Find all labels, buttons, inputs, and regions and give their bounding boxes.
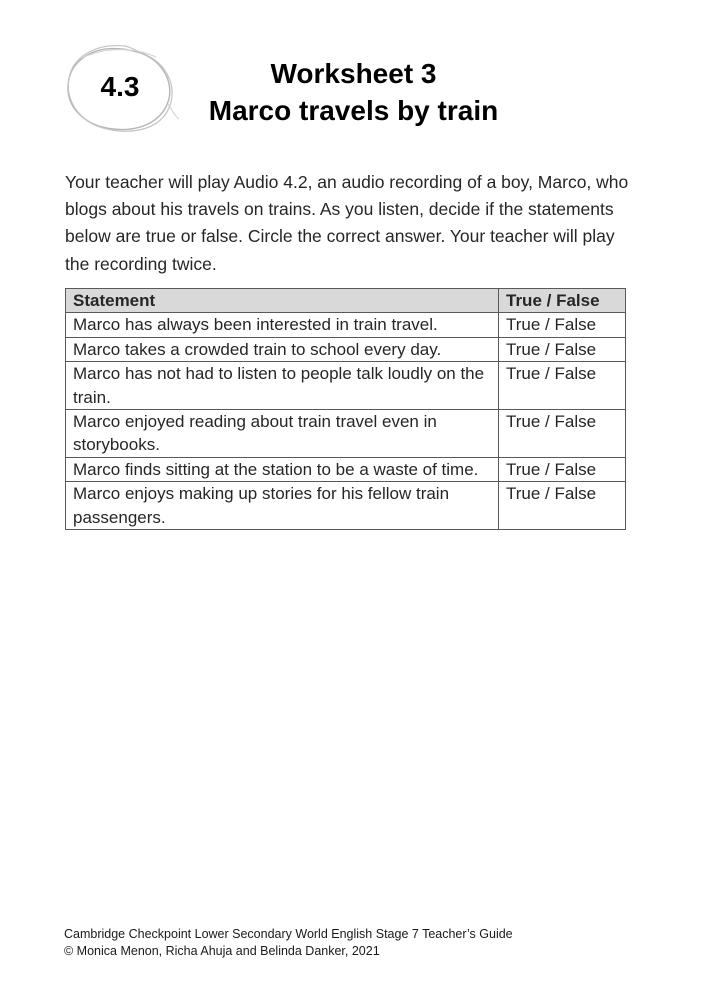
table-row: [66, 313, 626, 337]
answer-cell: True / False: [499, 410, 626, 458]
answer-cell: True / False: [499, 457, 626, 481]
page-footer: [64, 926, 513, 960]
answer-cell: True / False: [499, 313, 626, 337]
answer-cell: True / False: [499, 362, 626, 410]
statement-cell: Marco enjoyed reading about train travel even in storybooks.: [66, 410, 499, 458]
table-row: [66, 362, 626, 410]
table-row: [66, 457, 626, 481]
statement-cell: Marco finds sitting at the station to be a waste of time.: [66, 457, 499, 481]
table-header-row: [66, 289, 626, 313]
instruction-line: below are true or false. Circle the correct answer. Your teacher will play: [65, 226, 615, 247]
table-row: [66, 482, 626, 530]
statements-table: [65, 288, 626, 530]
table-row: [66, 337, 626, 361]
footer-copyright: © Monica Menon, Richa Ahuja and Belinda Danker, 2021: [64, 944, 380, 958]
footer-guide-title: Cambridge Checkpoint Lower Secondary World English Stage 7 Teacher’s Guide: [64, 927, 513, 941]
statement-cell: Marco takes a crowded train to school every day.: [66, 337, 499, 361]
instruction-line: blogs about his travels on trains. As you listen, decide if the statements: [65, 199, 614, 220]
instruction-line: Your teacher will play Audio 4.2, an audio recording of a boy, Marco, who: [65, 172, 629, 192]
statement-cell: Marco has not had to listen to people talk loudly on the train.: [66, 362, 499, 410]
statement-column-header: Statement: [66, 289, 499, 313]
badge-number: 4.3: [100, 71, 140, 102]
statement-cell: Marco has always been interested in train travel.: [66, 313, 499, 337]
answer-cell: True / False: [499, 482, 626, 530]
worksheet-title: [0, 55, 707, 129]
answer-cell: True / False: [499, 337, 626, 361]
table-row: [66, 410, 626, 458]
statement-cell: Marco enjoys making up stories for his fellow train passengers.: [66, 482, 499, 530]
instruction-line: the recording twice.: [65, 253, 217, 274]
instructions-paragraph: [65, 169, 628, 278]
true-false-column-header: True / False: [499, 289, 626, 313]
worksheet-title-line2: Marco travels by train: [208, 95, 499, 126]
worksheet-title-line1: Worksheet 3: [270, 58, 437, 89]
